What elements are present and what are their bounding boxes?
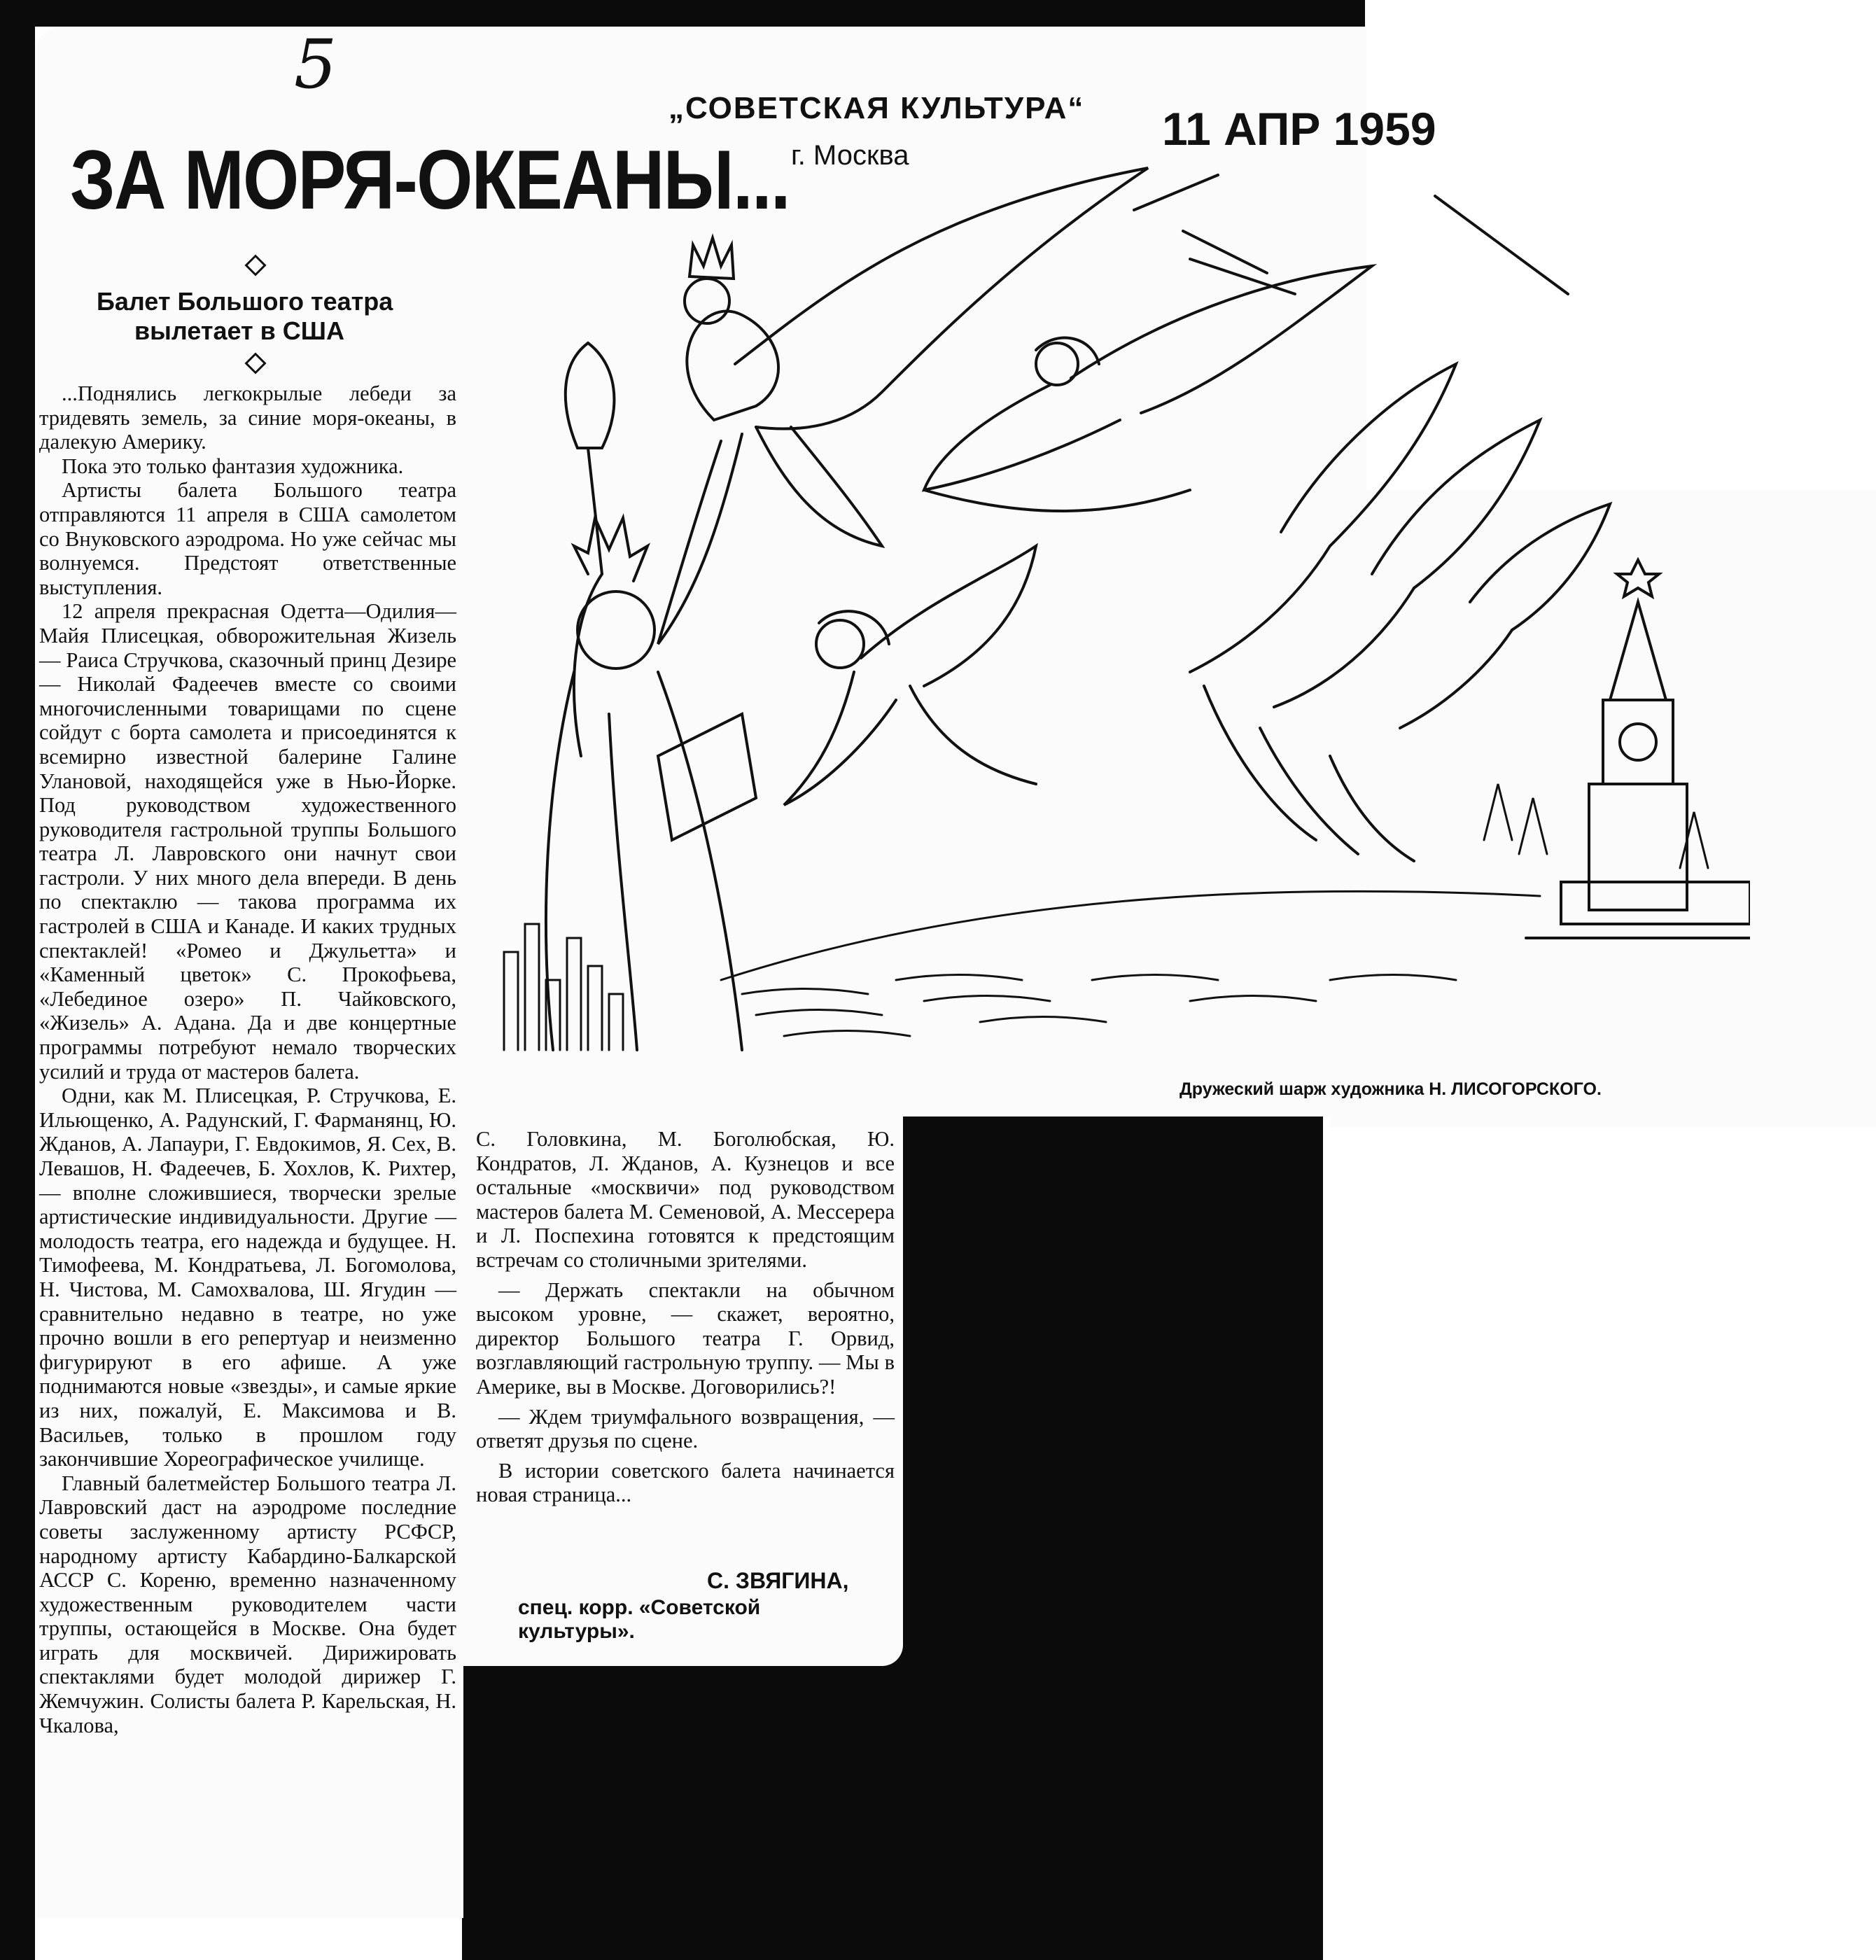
cartoon-illustration: [490, 154, 1750, 1078]
date-stamp: 11 АПР 1959: [1162, 103, 1436, 155]
city-skyline: [504, 924, 623, 1050]
paragraph: — Ждем триумфального возвращения, — ответят друзья по сцене.: [476, 1404, 895, 1453]
handwritten-number: 5: [294, 25, 337, 104]
kremlin-tower: [1526, 560, 1750, 938]
scan-background-left: [0, 0, 35, 1960]
scan-background-top: [0, 0, 1365, 27]
sky-ray: [1134, 175, 1218, 210]
city-label: г. Москва: [791, 140, 909, 171]
sky-ray: [1183, 231, 1267, 273]
article-column-1: [39, 382, 456, 1737]
illustration-caption: Дружеский шарж художника Н. ЛИСОГОРСКОГО.: [1180, 1079, 1602, 1099]
headline: ЗА МОРЯ-ОКЕАНЫ...: [70, 133, 790, 227]
paragraph: Артисты балета Большого театра отправляются 11 апреля в США самолетом со Внуковского аэродрома. Но уже сейчас мы волнуемся. Предстоят ответственные выступления.: [39, 478, 456, 599]
sky-ray: [1435, 196, 1568, 294]
swan-ballerina-third: [784, 546, 1036, 805]
sea-waves: [721, 891, 1540, 1036]
author-name: С. ЗВЯГИНА,: [707, 1568, 849, 1593]
paragraph: 12 апреля прекрасная Одетта—Одилия—Майя Плисецкая, обворожительная Жизель — Раиса Стручкова, сказочный принц Дезире — Николай Фадеечев вместе со своими многочисленными товарищами по сцене сойдут с борта самолета и присоединятся к всемирно известной балерине Галине Улановой, находящейся уже в Нью-Йорке. Под руководством художественного руководителя гастрольной труппы Большого театра Л. Лавровского они начнут свои гастроли. У них много дела впереди. В день по спектаклю — такова программа их гастролей в США и Канаде. И каких трудных спектаклей! «Ромео и Джульетта» и «Каменный цветок» С. Прокофьева, «Лебединое озеро» П. Чайковского, «Жизель» А. Адана. Да и две концертные программы потребуют немало творческих усилий и труда от мастеров балета.: [39, 599, 456, 1084]
paragraph: Одни, как М. Плисецкая, Р. Стручкова, Е. Ильющенко, А. Радунский, Г. Фарманянц, Ю. Жданов, А. Лапаури, Г. Евдокимов, Я. Сех, В. Левашов, Н. Фадеечев, Б. Хохлов, К. Рихтер, — вполне сложившиеся, творчески зрелые артистические индивидуальности. Другие — молодость театра, его надежда и будущее. Н. Тимофеева, М. Кондратьева, Л. Богомолова, Н. Чистова, М. Самохвалова, Ш. Ягудин — сравнительно недавно в театре, но уже прочно вошли в его репертуар и неизменно фигурируют в его афише. А уже поднимаются новые «звезды», и самые яркие из них, пожалуй, Е. Максимова и В. Васильев, только в прошлом году закончившие Хореографическое училище.: [39, 1084, 456, 1471]
subheadline-line2: вылетает в США: [134, 316, 344, 345]
paragraph: В истории советского балета начинается новая страница...: [476, 1458, 895, 1507]
paragraph: С. Головкина, М. Боголюбская, Ю. Кондратов, Л. Жданов, А. Кузнецов и все остальные «москвичи» под руководством мастеров балета М. Семеновой, А. Мессерера и Л. Поспехина готовятся к предстоящим встречам со столичными зрителями.: [476, 1127, 895, 1272]
subheadline-line1: Балет Большого театра: [97, 287, 393, 316]
paragraph: ...Поднялись легкокрылые лебеди за тридевять земель, за синие моря-океаны, в далекую Америку.: [39, 382, 456, 454]
swan-ballerina-crowned: [658, 168, 1148, 644]
swan-flock: [1190, 364, 1610, 861]
sky-ray: [1190, 259, 1295, 294]
newspaper-name: „СОВЕТСКАЯ КУЛЬТУРА“: [668, 91, 1085, 125]
statue-of-liberty: [546, 343, 756, 1050]
author-role: спец. корр. «Советской культуры».: [518, 1596, 761, 1643]
paragraph: Пока это только фантазия художника.: [62, 454, 404, 478]
paragraph: Главный балетмейстер Большого театра Л. Лавровский даст на аэродроме последние советы заслуженному артисту РСФСР, народному артисту Кабардино-Балкарской АССР С. Кореню, временно назначенному художественным руководителем части труппы, остающейся в Москве. Она будет играть для москвичей. Дирижировать спектаклями будет молодой дирижер Г. Жемчужин. Солисты балета Р. Карельская, Н. Чкалова,: [39, 1471, 456, 1737]
swan-ballerina-second: [924, 266, 1372, 511]
trees: [1484, 784, 1708, 868]
article-column-2: [476, 1127, 895, 1507]
paragraph: — Держать спектакли на обычном высоком уровне, — скажет, вероятно, директор Большого театра Г. Орвид, возглавляющий гастрольную труппу. — Мы в Америке, вы в Москве. Договорились?!: [476, 1278, 895, 1399]
